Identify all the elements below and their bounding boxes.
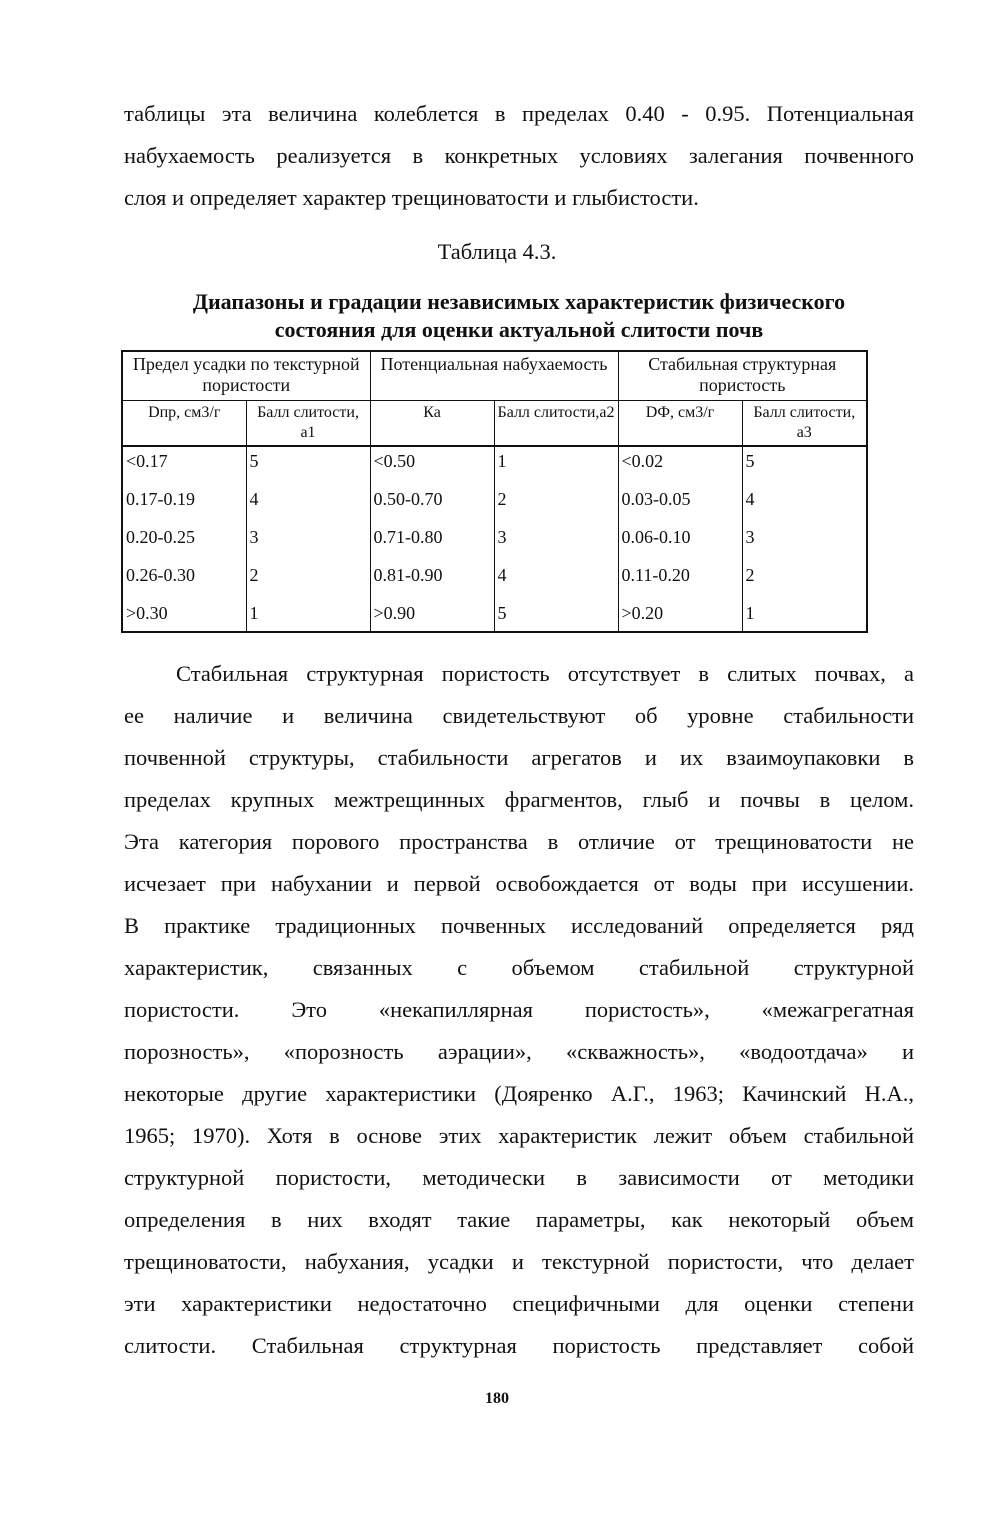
body-line-13: структурной пористости, методически в зависимости от методики [124,1165,914,1190]
table-cell: 4 [494,561,618,599]
table-row [122,561,867,599]
group-header-porosity: Стабильная структурная пористость [618,351,867,401]
table-cell: 5 [494,599,618,632]
table-cell: 0.50-0.70 [370,485,494,523]
body-line-16: эти характеристики недостаточно специфичными для оценки степени [124,1291,914,1316]
table-cell: 5 [742,446,867,485]
body-line-3: почвенной структуры, стабильности агрегатов и их взаимоупаковки в [124,745,914,770]
table-cell: >0.20 [618,599,742,632]
table-cell: 5 [246,446,370,485]
table-group-header-row [122,351,867,401]
page-number: 180 [485,1390,509,1407]
table-cell: 3 [494,523,618,561]
table-row [122,485,867,523]
table-cell: <0.02 [618,446,742,485]
group-header-swelling: Потенциальная набухаемость [370,351,618,401]
body-line-8: характеристик, связанных с объемом стабильной структурной [124,955,914,980]
table-cell: 4 [246,485,370,523]
table-cell: 0.17-0.19 [122,485,246,523]
group-header-shrinkage: Предел усадки по текстурной пористости [122,351,370,401]
sub-header-ka: Ка [370,401,494,447]
table-sub-header-row [122,401,867,447]
body-line-5: Эта категория порового пространства в отличие от трещиноватости не [124,829,914,854]
table-cell: 4 [742,485,867,523]
body-line-17: слитости. Стабильная структурная пористость представляет собой [124,1333,914,1358]
body-line-4: пределах крупных межтрещинных фрагментов, глыб и почвы в целом. [124,787,914,812]
body-line-12: 1965; 1970). Хотя в основе этих характеристик лежит объем стабильной [124,1123,914,1148]
body-line-6: исчезает при набухании и первой освобождается от воды при иссушении. [124,871,914,896]
intro-line-3: слоя и определяет характер трещиноватости и глыбистости. [124,185,699,210]
table-cell: 3 [742,523,867,561]
table-cell: 3 [246,523,370,561]
table-row [122,599,867,632]
sub-header-score-a3: Балл слитости, а3 [742,401,867,447]
body-line-1: Стабильная структурная пористость отсутствует в слитых почвах, а [176,661,914,686]
body-line-14: определения в них входят такие параметры, как некоторый объем [124,1207,914,1232]
table-label: Таблица 4.3. [437,239,557,264]
table-cell: 2 [494,485,618,523]
table-cell: 1 [246,599,370,632]
table-row [122,446,867,485]
table-cell: >0.90 [370,599,494,632]
table-cell: 0.06-0.10 [618,523,742,561]
intro-line-2: набухаемость реализуется в конкретных условиях залегания почвенного [124,143,914,168]
table-cell: <0.50 [370,446,494,485]
table-cell: 0.26-0.30 [122,561,246,599]
table-cell: 0.03-0.05 [618,485,742,523]
body-line-7: В практике традиционных почвенных исследований определяется ряд [124,913,914,938]
table-cell: 0.81-0.90 [370,561,494,599]
sub-header-dpr: Dпр, см3/г [122,401,246,447]
data-table [121,350,868,633]
table-cell: 0.11-0.20 [618,561,742,599]
intro-line-1: таблицы эта величина колеблется в пределах 0.40 - 0.95. Потенциальная [124,101,914,126]
sub-header-score-a2: Балл слитости,a2 [494,401,618,447]
table-cell: 1 [494,446,618,485]
table-cell: >0.30 [122,599,246,632]
table-cell: 2 [742,561,867,599]
table-cell: <0.17 [122,446,246,485]
table-caption-line-2: состояния для оценки актуальной слитости почв [274,317,764,342]
body-line-2: ее наличие и величина свидетельствуют об уровне стабильности [124,703,914,728]
body-line-10: порозность», «порозность аэрации», «скважность», «водоотдача» и [124,1039,914,1064]
table-cell: 1 [742,599,867,632]
table-cell: 0.71-0.80 [370,523,494,561]
body-line-9: пористости. Это «некапиллярная пористость», «межагрегатная [124,997,914,1022]
sub-header-df: DФ, см3/г [618,401,742,447]
body-line-15: трещиноватости, набухания, усадки и текстурной пористости, что делает [124,1249,914,1274]
sub-header-score-a1: Балл слитости, a1 [246,401,370,447]
table-row [122,523,867,561]
table-cell: 0.20-0.25 [122,523,246,561]
body-line-11: некоторые другие характеристики (Дояренко А.Г., 1963; Качинский Н.А., [124,1081,914,1106]
table-cell: 2 [246,561,370,599]
table-caption-line-1: Диапазоны и градации независимых характеристик физического [192,289,846,314]
